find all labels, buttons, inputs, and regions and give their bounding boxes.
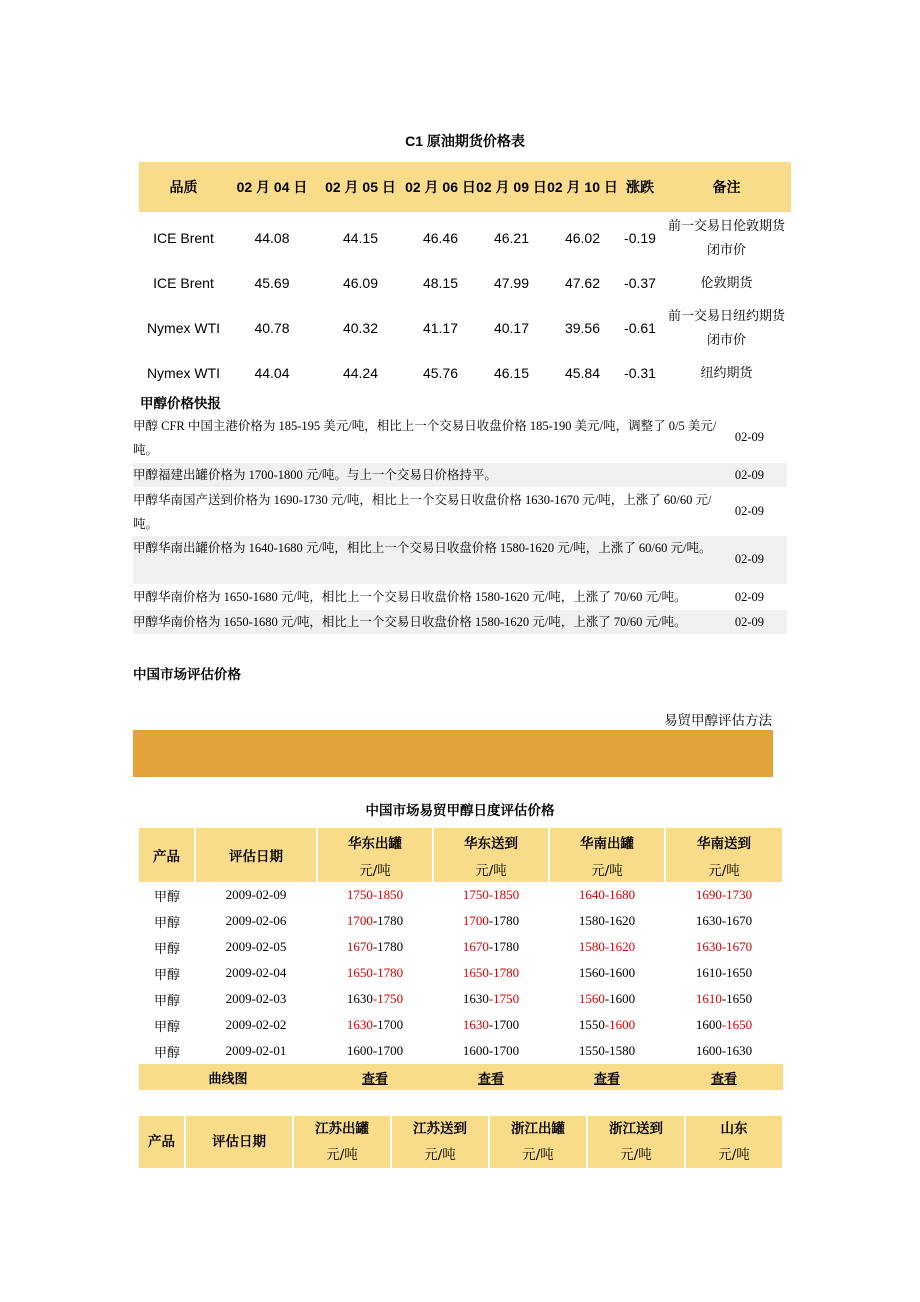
date-cell: 2009-02-02 [225, 1017, 287, 1032]
price-high: -1780 [488, 965, 520, 980]
crude-price-table [139, 162, 791, 392]
table-row [139, 908, 783, 934]
price-range-cell [433, 1012, 549, 1038]
news-item[interactable] [133, 585, 787, 609]
price-range-cell [665, 986, 783, 1012]
view-chart-link[interactable]: 查看 [710, 1071, 737, 1087]
price-low: 1700 [462, 913, 489, 928]
product-cell: 甲醇 [153, 888, 180, 904]
news-item[interactable] [133, 463, 787, 487]
price-low: 1610 [695, 965, 722, 980]
news-date: 02-09 [734, 590, 764, 604]
price-high: -1780 [372, 913, 404, 928]
price-high: -1780 [488, 913, 520, 928]
news-item[interactable] [133, 536, 787, 584]
view-chart-link[interactable]: 查看 [593, 1071, 620, 1087]
price-range-cell [549, 1038, 665, 1064]
price-high: -1750 [488, 991, 520, 1006]
price-range-cell [317, 882, 433, 908]
table-row [139, 302, 791, 354]
price-high: -1650 [721, 991, 753, 1006]
price-low: 1690 [695, 887, 722, 902]
assessment-table [139, 828, 784, 1090]
price-high: -1780 [372, 965, 404, 980]
grade-cell: Nymex WTI [146, 365, 221, 381]
date-cell: 2009-02-05 [225, 939, 287, 954]
price-cell: 40.32 [342, 320, 379, 336]
price-cell: 48.15 [422, 275, 459, 291]
news-date: 02-09 [734, 552, 764, 566]
header-unit: 元/吨 [549, 855, 665, 882]
price-range-cell [317, 934, 433, 960]
product-cell: 甲醇 [153, 1044, 180, 1060]
price-low: 1630 [695, 939, 722, 954]
header-region: 华南送到 [665, 828, 783, 855]
price-high: -1850 [372, 887, 404, 902]
note-cell: 纽约期货 [700, 365, 753, 380]
price-high: -1700 [488, 1043, 520, 1058]
price-cell: 46.15 [493, 365, 530, 381]
price-range-cell [317, 1038, 433, 1064]
price-cell: 44.08 [254, 230, 290, 246]
price-low: 1650 [462, 965, 489, 980]
grade-cell: Nymex WTI [146, 320, 221, 336]
grade-cell: ICE Brent [153, 275, 214, 291]
header-product: 产品 [139, 1116, 185, 1168]
price-high: -1600 [604, 965, 636, 980]
header-date: 评估日期 [185, 1116, 293, 1168]
header-region: 浙江出罐 [489, 1116, 587, 1142]
price-cell: 46.46 [422, 230, 459, 246]
header-date: 02 月 06 日 [405, 162, 476, 212]
price-low: 1670 [462, 939, 489, 954]
price-low: 1560 [578, 965, 605, 980]
price-high: -1600 [604, 1017, 636, 1032]
price-range-cell [549, 908, 665, 934]
price-low: 1640 [578, 887, 605, 902]
price-high: -1680 [604, 887, 636, 902]
price-low: 1670 [346, 939, 373, 954]
product-cell: 甲醇 [153, 992, 180, 1008]
assessment-table-title: 中国市场易贸甲醇日度评估价格 [365, 803, 555, 819]
header-region: 华南出罐 [549, 828, 665, 855]
news-date: 02-09 [734, 504, 764, 518]
price-high: -1620 [604, 913, 636, 928]
news-text: 甲醇 CFR 中国主港价格为 185-195 美元/吨，相比上一个交易日收盘价格 185-190 美元/吨，调整了 0/5 美元/吨。 [133, 419, 717, 457]
price-high: -1650 [721, 1017, 753, 1032]
price-cell: 47.62 [564, 275, 601, 291]
change-cell: -0.61 [624, 320, 656, 336]
header-region: 江苏送到 [391, 1116, 489, 1142]
price-cell: 44.24 [342, 365, 379, 381]
table-row [139, 960, 783, 986]
price-range-cell [433, 986, 549, 1012]
price-range-cell [665, 1038, 783, 1064]
table-row [139, 934, 783, 960]
price-low: 1600 [346, 1043, 373, 1058]
price-cell: 45.76 [422, 365, 459, 381]
header-region: 华东出罐 [317, 828, 433, 855]
price-cell: 45.84 [564, 365, 601, 381]
news-text: 甲醇福建出罐价格为 1700-1800 元/吨。与上一个交易日价格持平。 [133, 468, 497, 482]
price-high: -1670 [721, 939, 753, 954]
price-low: 1550 [578, 1017, 605, 1032]
price-range-cell [549, 960, 665, 986]
price-range-cell [433, 934, 549, 960]
price-range-cell [433, 882, 549, 908]
header-date: 02 月 05 日 [316, 162, 405, 212]
header-note: 备注 [662, 162, 791, 212]
price-high: -1750 [372, 991, 404, 1006]
news-text: 甲醇华南出罐价格为 1640-1680 元/吨，相比上一个交易日收盘价格 1580-1620 元/吨，上涨了 60/60 元/吨。 [133, 541, 712, 555]
news-date: 02-09 [734, 615, 764, 629]
price-high: -1670 [721, 913, 753, 928]
table-row [139, 354, 791, 392]
price-low: 1560 [578, 991, 605, 1006]
price-cell: 39.56 [564, 320, 601, 336]
price-cell: 45.69 [254, 275, 290, 291]
price-low: 1600 [695, 1043, 722, 1058]
news-title: 甲醇价格快报 [140, 396, 221, 412]
change-cell: -0.19 [624, 230, 656, 246]
view-chart-link[interactable]: 查看 [361, 1071, 388, 1087]
price-range-cell [549, 986, 665, 1012]
price-low: 1700 [346, 913, 373, 928]
grade-cell: ICE Brent [153, 230, 214, 246]
price-high: -1650 [721, 965, 753, 980]
date-cell: 2009-02-01 [225, 1043, 287, 1058]
price-cell: 41.17 [422, 320, 459, 336]
price-range-cell [665, 960, 783, 986]
header-region: 山东 [685, 1116, 783, 1142]
header-unit: 元/吨 [293, 1142, 391, 1168]
header-unit: 元/吨 [391, 1142, 489, 1168]
product-cell: 甲醇 [153, 914, 180, 930]
table-row [139, 1012, 783, 1038]
header-date: 评估日期 [195, 828, 317, 882]
price-range-cell [317, 960, 433, 986]
price-low: 1600 [462, 1043, 489, 1058]
price-range-cell [665, 1012, 783, 1038]
change-cell: -0.37 [624, 275, 656, 291]
price-high: -1850 [488, 887, 520, 902]
header-unit: 元/吨 [433, 855, 549, 882]
header-region: 浙江送到 [587, 1116, 685, 1142]
header-date: 02 月 09 日 [476, 162, 547, 212]
price-range-cell [665, 934, 783, 960]
price-range-cell [665, 882, 783, 908]
date-cell: 2009-02-06 [225, 913, 287, 928]
price-cell: 46.21 [493, 230, 530, 246]
price-range-cell [433, 960, 549, 986]
table-row [139, 882, 783, 908]
price-high: -1780 [488, 939, 520, 954]
news-item[interactable] [133, 610, 787, 634]
news-item[interactable] [133, 414, 787, 462]
header-change: 涨跌 [618, 162, 662, 212]
product-cell: 甲醇 [153, 940, 180, 956]
header-quality: 品质 [139, 162, 228, 212]
market-section-title: 中国市场评估价格 [133, 667, 241, 683]
header-date: 02 月 10 日 [547, 162, 618, 212]
price-range-cell [317, 986, 433, 1012]
price-low: 1630 [695, 913, 722, 928]
price-range-cell [433, 908, 549, 934]
price-high: -1620 [604, 939, 636, 954]
price-cell: 46.09 [342, 275, 379, 291]
price-range-cell [433, 1038, 549, 1064]
news-text: 甲醇华南价格为 1650-1680 元/吨，相比上一个交易日收盘价格 1580-1620 元/吨，上涨了 70/60 元/吨。 [133, 615, 687, 629]
price-range-cell [549, 934, 665, 960]
price-low: 1630 [346, 991, 373, 1006]
header-unit: 元/吨 [665, 855, 783, 882]
header-unit: 元/吨 [587, 1142, 685, 1168]
price-range-cell [317, 908, 433, 934]
crude-table-title: C1 原油期货价格表 [405, 133, 525, 149]
price-low: 1630 [462, 1017, 489, 1032]
price-low: 1630 [346, 1017, 373, 1032]
header-unit: 元/吨 [317, 855, 433, 882]
price-low: 1550 [578, 1043, 605, 1058]
price-range-cell [317, 1012, 433, 1038]
price-cell: 44.04 [254, 365, 290, 381]
table-row [139, 264, 791, 302]
price-high: -1600 [604, 991, 636, 1006]
date-cell: 2009-02-03 [225, 991, 287, 1006]
table-row [139, 1038, 783, 1064]
price-low: 1750 [346, 887, 373, 902]
view-chart-link[interactable]: 查看 [477, 1071, 504, 1087]
header-date: 02 月 04 日 [228, 162, 316, 212]
news-text: 甲醇华南价格为 1650-1680 元/吨，相比上一个交易日收盘价格 1580-1620 元/吨，上涨了 70/60 元/吨。 [133, 590, 687, 604]
assessment-table-2 [139, 1116, 784, 1168]
table-row [139, 212, 791, 264]
price-cell: 44.15 [342, 230, 379, 246]
price-high: -1780 [372, 939, 404, 954]
price-cell: 40.17 [493, 320, 530, 336]
price-high: -1700 [488, 1017, 520, 1032]
news-text: 甲醇华南国产送到价格为 1690-1730 元/吨，相比上一个交易日收盘价格 1630-1670 元/吨，上涨了 60/60 元/吨。 [133, 493, 712, 531]
date-cell: 2009-02-04 [225, 965, 287, 980]
price-low: 1600 [695, 1017, 722, 1032]
section-banner [133, 730, 773, 777]
price-high: -1730 [721, 887, 753, 902]
price-high: -1630 [721, 1043, 753, 1058]
price-low: 1580 [578, 939, 605, 954]
price-range-cell [665, 908, 783, 934]
header-region: 华东送到 [433, 828, 549, 855]
news-item[interactable] [133, 488, 787, 536]
price-low: 1650 [346, 965, 373, 980]
price-low: 1750 [462, 887, 489, 902]
header-region: 江苏出罐 [293, 1116, 391, 1142]
change-cell: -0.31 [624, 365, 656, 381]
price-range-cell [549, 1012, 665, 1038]
price-cell: 46.02 [564, 230, 601, 246]
note-cell: 前一交易日伦敦期货闭市价 [667, 218, 785, 257]
price-low: 1630 [462, 991, 489, 1006]
price-high: -1580 [604, 1043, 636, 1058]
method-link[interactable]: 易贸甲醇评估方法 [664, 713, 772, 728]
price-low: 1580 [578, 913, 605, 928]
chart-label: 曲线图 [139, 1064, 317, 1090]
date-cell: 2009-02-09 [225, 887, 287, 902]
header-unit: 元/吨 [685, 1142, 783, 1168]
product-cell: 甲醇 [153, 966, 180, 982]
news-date: 02-09 [734, 468, 764, 482]
news-date: 02-09 [734, 430, 764, 444]
price-low: 1610 [695, 991, 722, 1006]
note-cell: 前一交易日纽约期货闭市价 [667, 308, 785, 347]
price-cell: 47.99 [493, 275, 530, 291]
price-high: -1700 [372, 1017, 404, 1032]
price-range-cell [549, 882, 665, 908]
header-unit: 元/吨 [489, 1142, 587, 1168]
table-row [139, 986, 783, 1012]
note-cell: 伦敦期货 [700, 275, 753, 290]
header-product: 产品 [139, 828, 195, 882]
price-cell: 40.78 [254, 320, 290, 336]
price-high: -1700 [372, 1043, 404, 1058]
product-cell: 甲醇 [153, 1018, 180, 1034]
